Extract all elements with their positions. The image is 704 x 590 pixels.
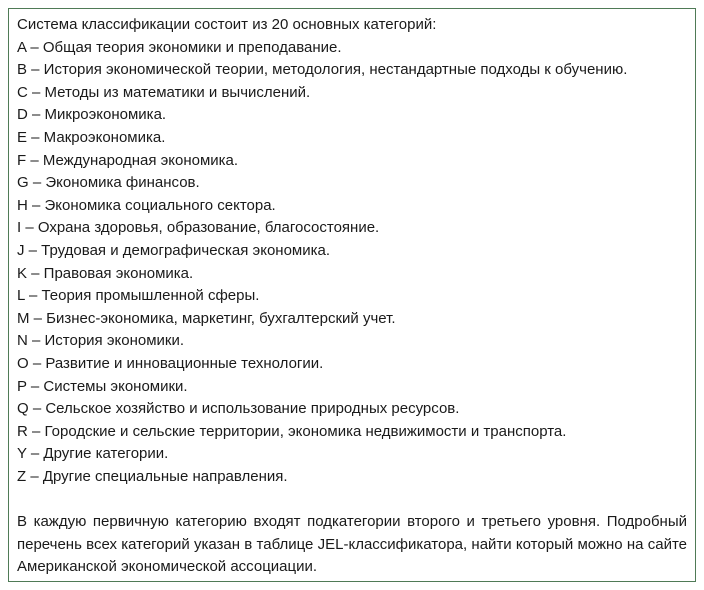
closing-paragraph: В каждую первичную категорию входят подкатегории второго и третьего уровня. Подробный перечень всех категорий указан в таблице JEL-классификатора, найти который можно на сайте Американской экономической ассоциации. <box>17 513 687 576</box>
category-item: P – Системы экономики. <box>17 377 188 395</box>
category-item: R – Городские и сельские территории, экономика недвижимости и транспорта. <box>17 422 567 440</box>
category-item: H – Экономика социального сектора. <box>17 196 276 214</box>
category-list <box>17 37 687 489</box>
category-item: D – Микроэкономика. <box>17 106 167 124</box>
category-item: K – Правовая экономика. <box>17 264 194 282</box>
intro-text: Система классификации состоит из 20 основных категорий: <box>17 16 437 33</box>
category-item: Y – Другие категории. <box>17 445 169 463</box>
category-item: N – История экономики. <box>17 332 184 350</box>
category-item: J – Трудовая и демографическая экономика. <box>17 241 331 259</box>
category-item: F – Международная экономика. <box>17 151 239 169</box>
category-item: G – Экономика финансов. <box>17 174 200 192</box>
category-item: Z – Другие специальные направления. <box>17 467 288 485</box>
category-item: E – Макроэкономика. <box>17 128 166 146</box>
category-item: A – Общая теория экономики и преподавание. <box>17 38 342 56</box>
category-item: O – Развитие и инновационные технологии. <box>17 354 324 372</box>
category-item: I – Охрана здоровья, образование, благосостояние. <box>17 219 380 237</box>
category-item: Q – Сельское хозяйство и использование природных ресурсов. <box>17 400 460 418</box>
text-box <box>8 8 696 582</box>
paragraph-gap <box>17 488 687 511</box>
category-item: L – Теория промышленной сферы. <box>17 287 260 305</box>
category-item: M – Бизнес-экономика, маркетинг, бухгалтерский учет. <box>17 309 396 327</box>
category-item: B – История экономической теории, методология, нестандартные подходы к обучению. <box>17 61 628 79</box>
category-item: C – Методы из математики и вычислений. <box>17 83 311 101</box>
